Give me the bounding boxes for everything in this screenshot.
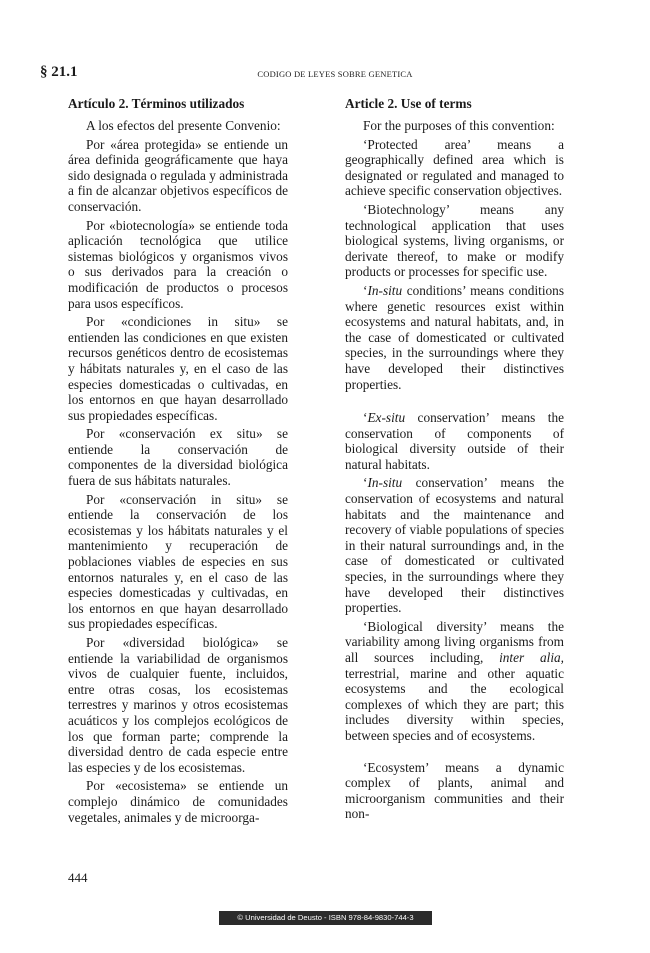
spanish-paragraph: A los efectos del presente Convenio: xyxy=(86,118,281,133)
italic-term: In-situ xyxy=(367,282,403,298)
paragraph-text: terrestrial, marine and other aquatic ecosystems and the ecological complexes of which they are part; this includes diversity within species, between species and of ecosystems. xyxy=(345,665,564,743)
italic-term: In-situ xyxy=(367,475,403,491)
english-paragraph: ‘Protected area’ means a geographically defined area which is designated or regulated and managed to achieve specific conservation objectives. xyxy=(345,136,564,199)
italic-term: Ex-situ xyxy=(367,410,406,426)
english-heading: Article 2. Use of terms xyxy=(345,96,472,111)
spanish-paragraph: Por «condiciones in situ» se entienden las condiciones en que existen recursos genéticos dentro de ecosistemas y hábitats naturales y, en el caso de las especies domesticadas o cultivadas, en los entornos en que hayan desarrollado sus propiedades específicas. xyxy=(68,314,288,423)
english-paragraph xyxy=(345,410,564,472)
english-paragraph: ‘Biotechnology’ means any technological application that uses biological systems, living organisms, or derivate thereof, to make or modify products or processes for specific use. xyxy=(345,201,564,280)
english-paragraph: For the purposes of this convention: xyxy=(363,118,555,133)
spanish-paragraph: Por «ecosistema» se entiende un complejo dinámico de comunidades vegetales, animales y de microorga- xyxy=(68,778,288,825)
spanish-heading: Artículo 2. Términos utilizados xyxy=(68,96,245,111)
spanish-column xyxy=(68,96,288,828)
english-paragraph xyxy=(345,283,564,392)
paragraph-text: ‘Biological diversity’ means the variability among living organisms from all sources including, xyxy=(345,618,564,665)
english-paragraph: ‘Ecosystem’ means a dynamic complex of plants, animal and microorganism communities and their non- xyxy=(345,759,564,822)
quote-mark: ‘ xyxy=(363,475,368,491)
page-number: 444 xyxy=(68,870,88,885)
spanish-paragraph: Por «área protegida» se entiende un área definida geográficamente que haya sido designada o regulada y administrada a fin de alcanzar objetivos específicos de conservación. xyxy=(68,136,288,214)
english-column xyxy=(345,96,564,825)
quote-mark: ‘ xyxy=(363,410,368,426)
spanish-paragraph: Por «biotecnología» se entiende toda aplicación tecnológica que utilice sistemas biológicos y organismos vivos o sus derivados para la creación o modificación de productos o procesos para usos específicos. xyxy=(68,217,288,311)
quote-mark: ‘ xyxy=(363,282,368,298)
section-number: § 21.1 xyxy=(40,64,78,80)
paragraph-text: conservation’ means the conservation of components of biological diversity outside of their natural habitats. xyxy=(345,410,564,472)
english-paragraph xyxy=(345,619,564,744)
italic-term: inter alia, xyxy=(499,650,564,665)
running-title: CODIGO DE LEYES SOBRE GENETICA xyxy=(257,69,413,79)
paragraph-text: conditions’ means conditions where genetic resources exist within ecosystems and natural habitats, and, in the case of domesticated or cultivated species, in the surroundings where they have developed their distinctives properties. xyxy=(345,282,564,392)
spanish-paragraph: Por «diversidad biológica» se entiende la variabilidad de organismos vivos de cualquier fuente, incluidos, entre otras cosas, los ecosistemas terrestres y marinos y otros ecosistemas acuáticos y los complejos ecológicos de los que forman parte; comprende la diversidad dentro de cada especie entre las especies y de los ecosistemas. xyxy=(68,635,288,775)
paragraph-text: conservation’ means the conservation of ecosystems and natural habitats and the maintenance and recovery of viable populations of species in their natural surroundings and, in the case of domesticated or cultivated species, in the surroundings where they have developed their distinctives properties. xyxy=(345,475,564,616)
spanish-paragraph: Por «conservación in situ» se entiende la conservación de los ecosistemas y los hábitats naturales y el mantenimiento y recuperación de poblaciones viables de especies en sus entornos naturales y, en el caso de las especies domesticadas y cultivadas, en los entornos en que hayan desarrollado sus propiedades específicas. xyxy=(68,491,288,632)
english-paragraph xyxy=(345,475,564,615)
copyright-footer: © Universidad de Deusto - ISBN 978-84-9830-744-3 xyxy=(219,911,432,925)
spanish-paragraph: Por «conservación ex situ» se entiende la conservación de componentes de la diversidad biológica fuera de sus hábitats naturales. xyxy=(68,426,288,489)
